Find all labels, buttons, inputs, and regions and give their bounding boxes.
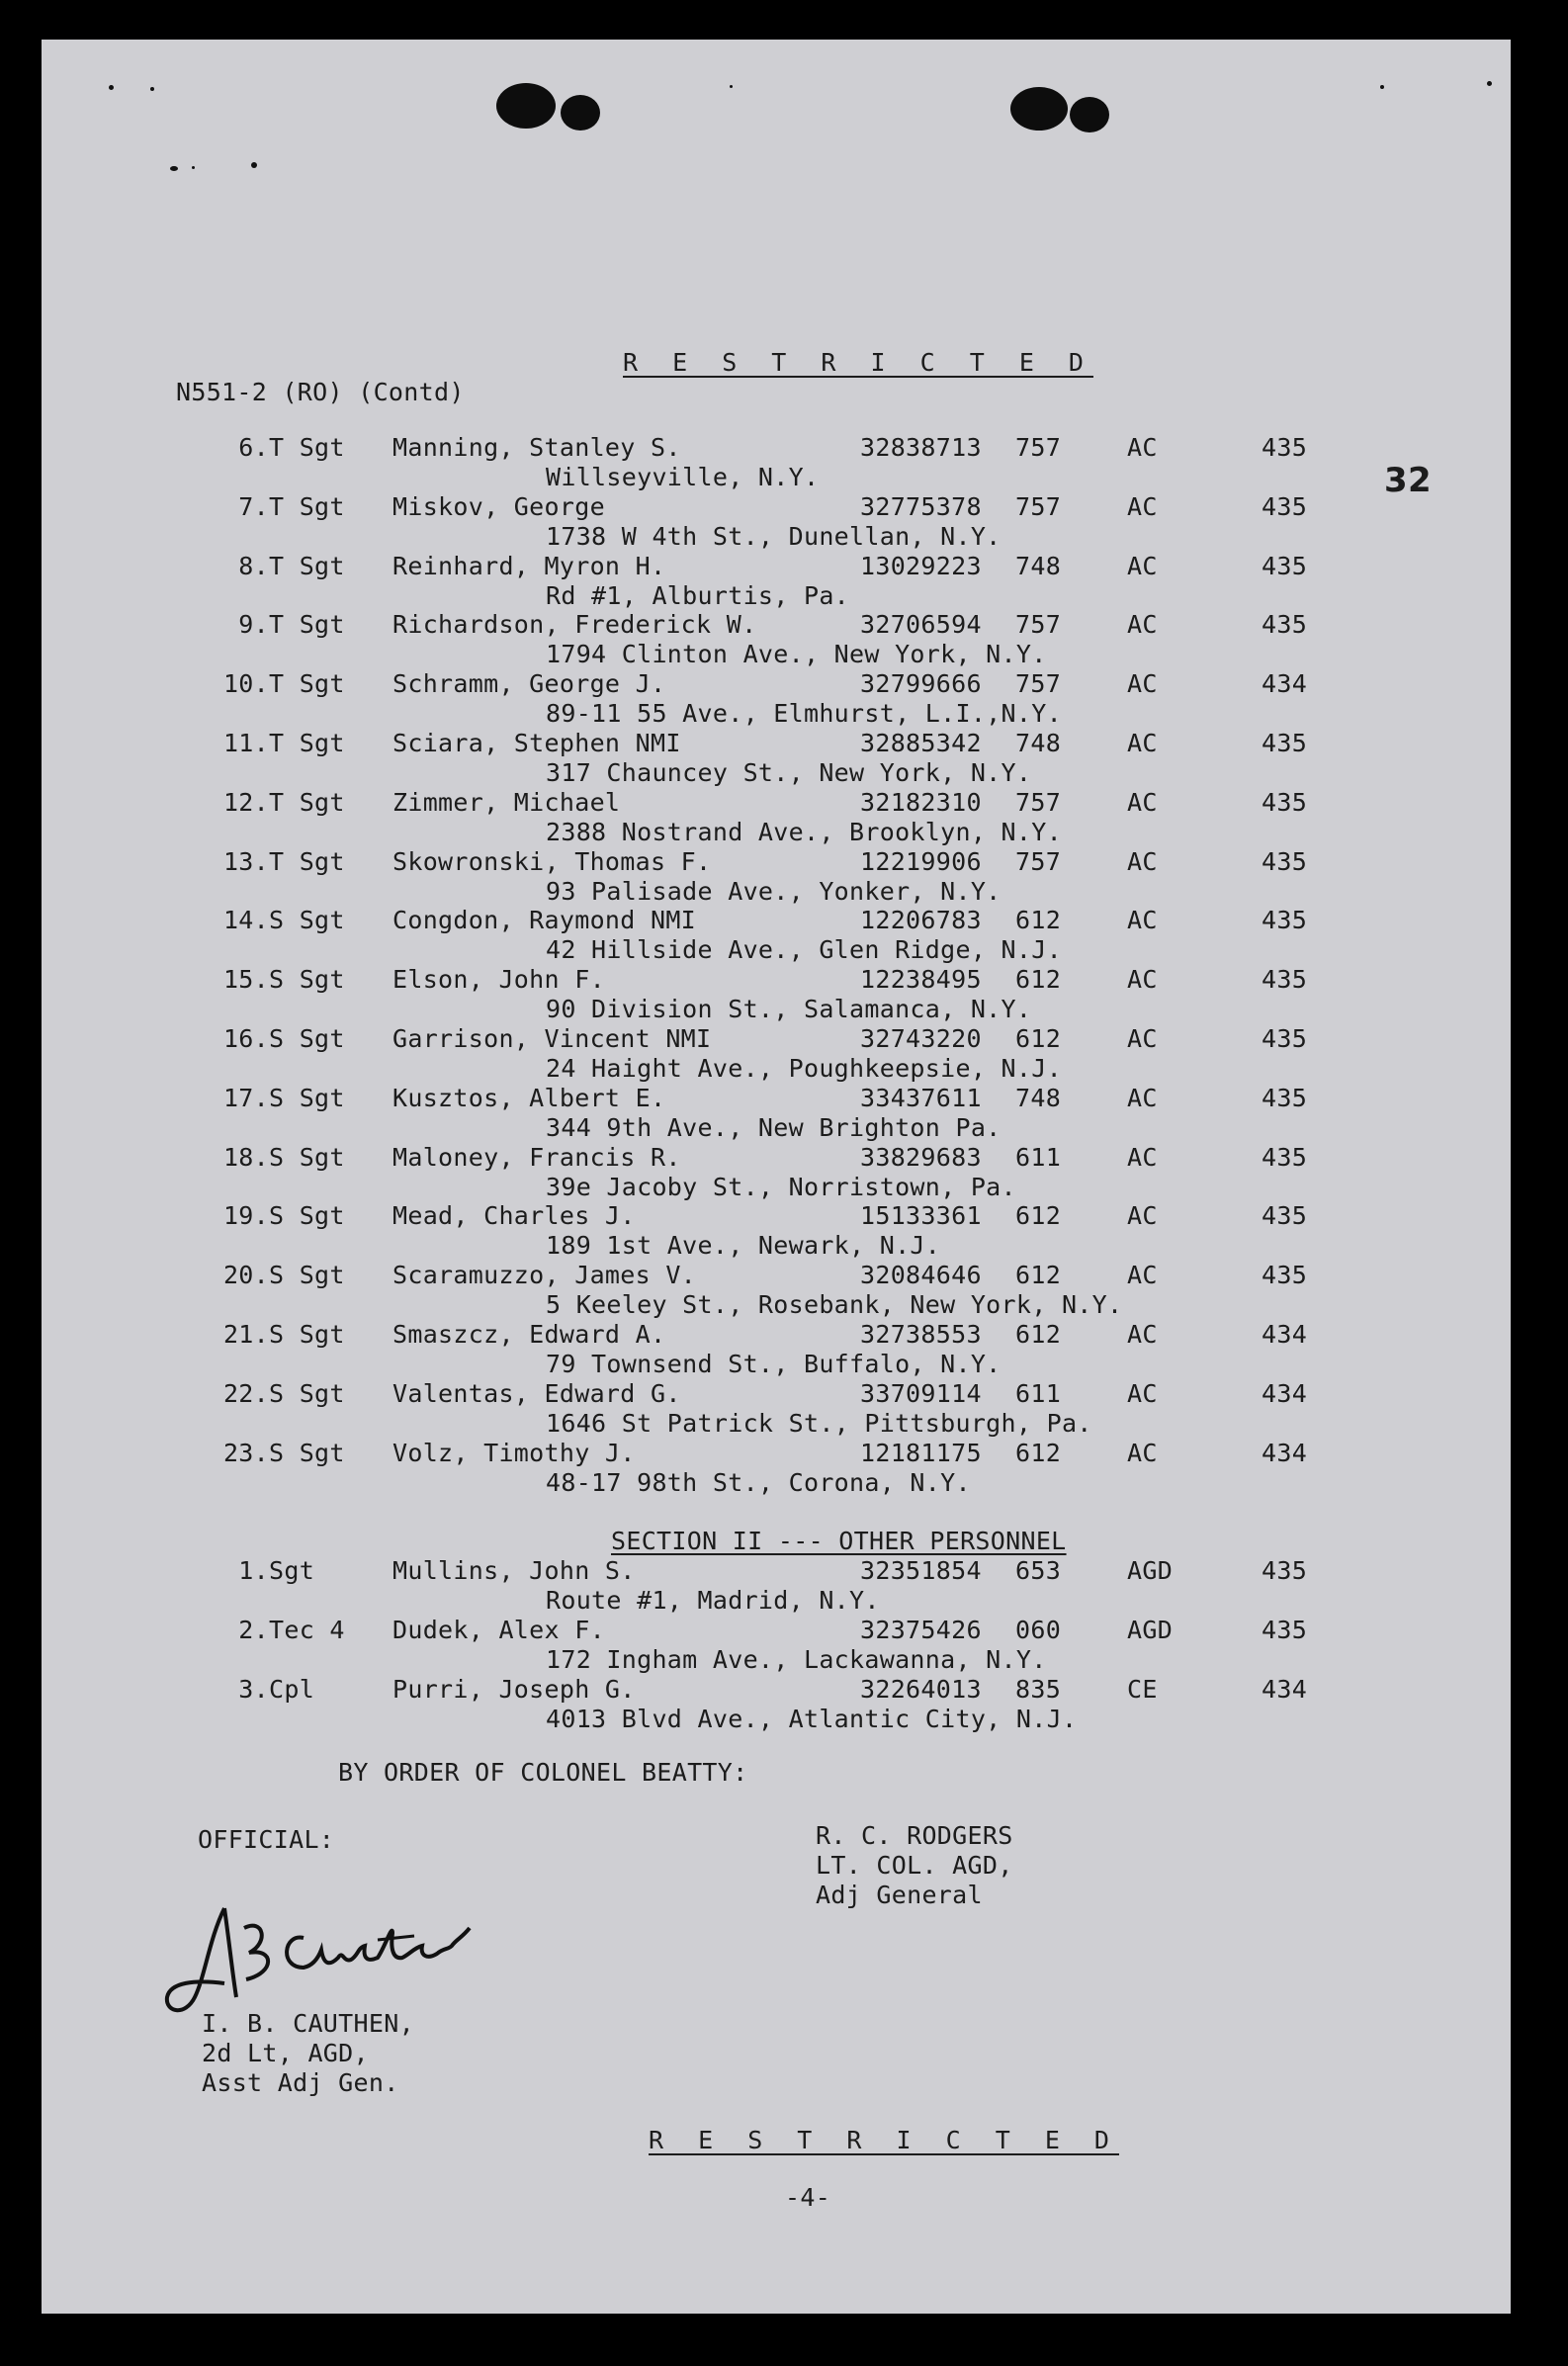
entry-num: 16. — [222, 1024, 269, 1053]
entry-serial: 32738553 — [860, 1320, 982, 1349]
entry-address: 79 Townsend St., Buffalo, N.Y. — [546, 1350, 1002, 1378]
entry-serial: 33829683 — [860, 1142, 982, 1172]
entry-serial: 12238495 — [860, 965, 982, 995]
entry-name: Dudek, Alex F. — [392, 1616, 605, 1644]
entry-unit: 435 — [1262, 1083, 1308, 1112]
entry-code: 748 — [1015, 1083, 1062, 1112]
entry-name: Schramm, George J. — [392, 669, 666, 699]
entry-address: 2388 Nostrand Ave., Brooklyn, N.Y. — [546, 817, 1062, 846]
document-reference: N551-2 (RO) (Contd) — [176, 378, 465, 406]
order-line: BY ORDER OF COLONEL BEATTY: — [338, 1758, 748, 1787]
entry-serial: 32799666 — [860, 669, 982, 699]
entry-rank: S Sgt — [269, 1438, 345, 1467]
entry-branch: AC — [1127, 491, 1158, 521]
entry-num: 3. — [238, 1675, 269, 1704]
entry-code: 611 — [1015, 1142, 1062, 1172]
signer-rank: 2d Lt, AGD, — [202, 2039, 369, 2067]
entry-code: 060 — [1015, 1616, 1062, 1644]
entry-unit: 435 — [1262, 433, 1308, 462]
punch-hole-right-2 — [1070, 97, 1109, 132]
entry-num: 14. — [222, 906, 269, 935]
entry-address: 317 Chauncey St., New York, N.Y. — [546, 758, 1032, 787]
entry-branch: AC — [1127, 787, 1158, 817]
entry-address: Route #1, Madrid, N.Y. — [546, 1586, 880, 1615]
entry-address: 1646 St Patrick St., Pittsburgh, Pa. — [546, 1408, 1092, 1438]
entry-num: 18. — [222, 1142, 269, 1172]
entry-serial: 32182310 — [860, 787, 982, 817]
entry-unit: 435 — [1262, 1142, 1308, 1172]
entry-num: 10. — [222, 669, 269, 699]
section-2-title: SECTION II --- OTHER PERSONNEL — [611, 1527, 1067, 1555]
entry-branch: AC — [1127, 906, 1158, 935]
entry-code: 653 — [1015, 1556, 1062, 1585]
entry-name: Garrison, Vincent NMI — [392, 1024, 712, 1053]
entry-branch: AGD — [1127, 1556, 1174, 1585]
entry-rank: S Sgt — [269, 1261, 345, 1290]
entry-address: 48-17 98th St., Corona, N.Y. — [546, 1467, 971, 1497]
document-page — [42, 40, 1511, 2314]
entry-num: 20. — [222, 1261, 269, 1290]
entry-rank: T Sgt — [269, 433, 345, 462]
entry-address: 4013 Blvd Ave., Atlantic City, N.J. — [546, 1705, 1078, 1733]
entry-serial: 32351854 — [860, 1556, 982, 1585]
entry-unit: 435 — [1262, 1201, 1308, 1231]
commander-rank: LT. COL. AGD, — [816, 1851, 1013, 1880]
entry-num: 11. — [222, 729, 269, 757]
entry-name: Congdon, Raymond NMI — [392, 906, 697, 935]
entry-code: 612 — [1015, 965, 1062, 995]
entry-branch: AC — [1127, 610, 1158, 640]
entry-name: Reinhard, Myron H. — [392, 551, 666, 580]
entry-serial: 32706594 — [860, 610, 982, 640]
entry-serial: 32838713 — [860, 433, 982, 462]
signer-title: Asst Adj Gen. — [202, 2068, 399, 2097]
entry-rank: S Sgt — [269, 1378, 345, 1408]
entry-name: Kusztos, Albert E. — [392, 1083, 666, 1112]
entry-unit: 435 — [1262, 1261, 1308, 1290]
entry-rank: S Sgt — [269, 965, 345, 995]
entry-unit: 434 — [1262, 1378, 1308, 1408]
entry-code: 757 — [1015, 787, 1062, 817]
punch-hole-left — [496, 83, 556, 129]
entry-rank: Cpl — [269, 1675, 315, 1704]
entry-unit: 435 — [1262, 965, 1308, 995]
entry-name: Manning, Stanley S. — [392, 433, 681, 462]
entry-name: Volz, Timothy J. — [392, 1438, 636, 1467]
entry-num: 7. — [238, 491, 269, 521]
entry-code: 748 — [1015, 551, 1062, 580]
entry-branch: AC — [1127, 1261, 1158, 1290]
entry-branch: AGD — [1127, 1616, 1174, 1644]
entry-address: 89-11 55 Ave., Elmhurst, L.I.,N.Y. — [546, 699, 1062, 729]
entry-code: 757 — [1015, 491, 1062, 521]
entry-address: 1738 W 4th St., Dunellan, N.Y. — [546, 521, 1002, 551]
entry-serial: 12206783 — [860, 906, 982, 935]
entry-unit: 434 — [1262, 1675, 1308, 1704]
entry-rank: T Sgt — [269, 787, 345, 817]
entry-rank: T Sgt — [269, 846, 345, 876]
entry-rank: T Sgt — [269, 610, 345, 640]
entry-name: Richardson, Frederick W. — [392, 610, 757, 640]
entry-name: Mead, Charles J. — [392, 1201, 636, 1231]
entry-address: 93 Palisade Ave., Yonker, N.Y. — [546, 876, 1002, 906]
restricted-top: R E S T R I C T E D — [623, 348, 1093, 377]
entry-code: 612 — [1015, 1261, 1062, 1290]
entry-unit: 435 — [1262, 551, 1308, 580]
entry-unit: 435 — [1262, 491, 1308, 521]
entry-unit: 435 — [1262, 906, 1308, 935]
entry-branch: AC — [1127, 846, 1158, 876]
entry-branch: AC — [1127, 433, 1158, 462]
entry-serial: 33437611 — [860, 1083, 982, 1112]
entry-unit: 435 — [1262, 787, 1308, 817]
entry-rank: T Sgt — [269, 491, 345, 521]
entry-name: Sciara, Stephen NMI — [392, 729, 681, 757]
punch-hole-right — [1010, 87, 1068, 131]
entry-address: 42 Hillside Ave., Glen Ridge, N.J. — [546, 935, 1062, 965]
entry-serial: 32885342 — [860, 729, 982, 757]
entry-num: 9. — [238, 610, 269, 640]
entry-branch: AC — [1127, 551, 1158, 580]
entry-address: Rd #1, Alburtis, Pa. — [546, 580, 850, 610]
commander-title: Adj General — [816, 1881, 983, 1909]
entry-rank: Sgt — [269, 1556, 315, 1585]
entry-rank: T Sgt — [269, 669, 345, 699]
entry-unit: 435 — [1262, 1024, 1308, 1053]
entry-address: 189 1st Ave., Newark, N.J. — [546, 1231, 941, 1261]
entry-code: 612 — [1015, 1320, 1062, 1349]
entry-num: 23. — [222, 1438, 269, 1467]
entry-rank: T Sgt — [269, 551, 345, 580]
entry-name: Zimmer, Michael — [392, 787, 621, 817]
entry-unit: 435 — [1262, 1616, 1308, 1644]
entry-branch: AC — [1127, 1083, 1158, 1112]
entry-name: Smaszcz, Edward A. — [392, 1320, 666, 1349]
entry-unit: 434 — [1262, 669, 1308, 699]
entry-rank: Tec 4 — [269, 1616, 345, 1644]
entry-address: 1794 Clinton Ave., New York, N.Y. — [546, 640, 1047, 669]
entry-address: 344 9th Ave., New Brighton Pa. — [546, 1112, 1002, 1142]
entry-serial: 15133361 — [860, 1201, 982, 1231]
entry-address: 90 Division St., Salamanca, N.Y. — [546, 995, 1032, 1024]
signer-name: I. B. CAUTHEN, — [202, 2009, 414, 2038]
entry-branch: CE — [1127, 1675, 1158, 1704]
entry-num: 22. — [222, 1378, 269, 1408]
entry-branch: AC — [1127, 1378, 1158, 1408]
entry-name: Miskov, George — [392, 491, 605, 521]
entry-branch: AC — [1127, 1142, 1158, 1172]
entry-num: 6. — [238, 433, 269, 462]
entry-num: 1. — [238, 1556, 269, 1585]
entry-code: 612 — [1015, 1024, 1062, 1053]
entry-branch: AC — [1127, 1201, 1158, 1231]
entry-num: 8. — [238, 551, 269, 580]
entry-address: Willseyville, N.Y. — [546, 463, 820, 491]
side-page-number: 32 — [1384, 461, 1432, 500]
entry-branch: AC — [1127, 1438, 1158, 1467]
entry-branch: AC — [1127, 1024, 1158, 1053]
official-label: OFFICIAL: — [198, 1825, 335, 1854]
entry-num: 15. — [222, 965, 269, 995]
entry-rank: S Sgt — [269, 1024, 345, 1053]
entry-branch: AC — [1127, 1320, 1158, 1349]
entry-serial: 32375426 — [860, 1616, 982, 1644]
entry-serial: 13029223 — [860, 551, 982, 580]
entry-code: 757 — [1015, 669, 1062, 699]
entry-unit: 434 — [1262, 1438, 1308, 1467]
entry-branch: AC — [1127, 965, 1158, 995]
entry-name: Maloney, Francis R. — [392, 1142, 681, 1172]
entry-unit: 434 — [1262, 1320, 1308, 1349]
entry-unit: 435 — [1262, 610, 1308, 640]
entry-address: 172 Ingham Ave., Lackawanna, N.Y. — [546, 1645, 1047, 1674]
entry-unit: 435 — [1262, 846, 1308, 876]
entry-serial: 32743220 — [860, 1024, 982, 1053]
entry-address: 39e Jacoby St., Norristown, Pa. — [546, 1172, 1016, 1201]
entry-num: 17. — [222, 1083, 269, 1112]
entry-address: 5 Keeley St., Rosebank, New York, N.Y. — [546, 1290, 1123, 1320]
entry-name: Purri, Joseph G. — [392, 1675, 636, 1704]
entry-rank: S Sgt — [269, 1201, 345, 1231]
entry-serial: 32775378 — [860, 491, 982, 521]
entry-num: 13. — [222, 846, 269, 876]
entry-code: 757 — [1015, 610, 1062, 640]
commander-name: R. C. RODGERS — [816, 1821, 1013, 1850]
entry-code: 835 — [1015, 1675, 1062, 1704]
entry-serial: 33709114 — [860, 1378, 982, 1408]
entry-num: 2. — [238, 1616, 269, 1644]
entry-rank: S Sgt — [269, 1142, 345, 1172]
entry-serial: 32084646 — [860, 1261, 982, 1290]
entry-rank: T Sgt — [269, 729, 345, 757]
entry-code: 612 — [1015, 906, 1062, 935]
entry-rank: S Sgt — [269, 1083, 345, 1112]
restricted-bottom: R E S T R I C T E D — [649, 2126, 1119, 2154]
entry-code: 612 — [1015, 1201, 1062, 1231]
entry-name: Skowronski, Thomas F. — [392, 846, 712, 876]
entry-num: 21. — [222, 1320, 269, 1349]
entry-serial: 32264013 — [860, 1675, 982, 1704]
entry-serial: 12219906 — [860, 846, 982, 876]
entry-code: 757 — [1015, 846, 1062, 876]
entry-name: Elson, John F. — [392, 965, 605, 995]
entry-num: 12. — [222, 787, 269, 817]
entry-code: 757 — [1015, 433, 1062, 462]
entry-name: Scaramuzzo, James V. — [392, 1261, 697, 1290]
page-number: -4- — [785, 2183, 831, 2212]
entry-branch: AC — [1127, 729, 1158, 757]
entry-address: 24 Haight Ave., Poughkeepsie, N.J. — [546, 1054, 1062, 1083]
entry-unit: 435 — [1262, 1556, 1308, 1585]
entry-rank: S Sgt — [269, 906, 345, 935]
punch-hole-left-2 — [561, 95, 600, 131]
entry-code: 611 — [1015, 1378, 1062, 1408]
entry-unit: 435 — [1262, 729, 1308, 757]
entry-code: 748 — [1015, 729, 1062, 757]
entry-name: Valentas, Edward G. — [392, 1378, 681, 1408]
entry-code: 612 — [1015, 1438, 1062, 1467]
entry-num: 19. — [222, 1201, 269, 1231]
entry-name: Mullins, John S. — [392, 1556, 636, 1585]
entry-branch: AC — [1127, 669, 1158, 699]
entry-serial: 12181175 — [860, 1438, 982, 1467]
entry-rank: S Sgt — [269, 1320, 345, 1349]
